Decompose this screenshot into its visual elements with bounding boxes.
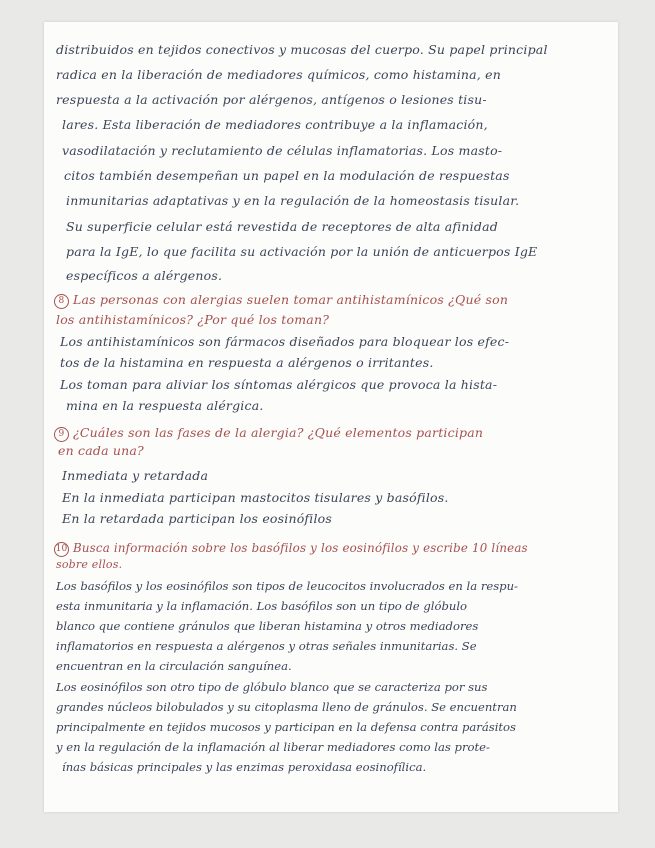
body-line: lares. Esta liberación de mediadores contribuye a la inflamación, xyxy=(62,117,488,132)
answer-line: Los basófilos y los eosinófilos son tipos de leucocitos involucrados en la respu- xyxy=(56,579,518,593)
answer-line: principalmente en tejidos mucosos y participan en la defensa contra parásitos xyxy=(56,720,516,734)
answer-line: En la retardada participan los eosinófilos xyxy=(62,511,332,526)
answer-line: encuentran en la circulación sanguínea. xyxy=(56,659,292,673)
body-line: específicos a alérgenos. xyxy=(66,268,223,283)
answer-line: mina en la respuesta alérgica. xyxy=(66,398,264,413)
question-text: sobre ellos. xyxy=(56,558,123,571)
answer-line: En la inmediata participan mastocitos tisulares y basófilos. xyxy=(62,490,449,505)
answer-line: Los eosinófilos son otro tipo de glóbulo blanco que se caracteriza por sus xyxy=(56,680,488,694)
answer-line: grandes núcleos bilobulados y su citoplasma lleno de gránulos. Se encuentran xyxy=(56,700,517,714)
answer-line: Inmediata y retardada xyxy=(62,468,209,483)
body-line: Su superficie celular está revestida de receptores de alta afinidad xyxy=(66,219,498,234)
question-number-badge: 8 xyxy=(54,294,69,309)
answer-line: Los antihistamínicos son fármacos diseñados para bloquear los efec- xyxy=(60,334,510,349)
question-9 xyxy=(54,425,483,442)
answer-line: ínas básicas principales y las enzimas peroxidasa eosinofílica. xyxy=(62,760,427,774)
answer-line: blanco que contiene gránulos que liberan histamina y otros mediadores xyxy=(56,619,479,633)
body-line: inmunitarias adaptativas y en la regulación de la homeostasis tisular. xyxy=(66,193,520,208)
answer-line: y en la regulación de la inflamación al liberar mediadores como las prote- xyxy=(56,740,490,754)
question-text: Busca información sobre los basófilos y los eosinófilos y escribe 10 líneas xyxy=(73,541,528,555)
question-text: en cada una? xyxy=(58,443,144,458)
question-text: Las personas con alergias suelen tomar antihistamínicos ¿Qué son xyxy=(73,292,509,307)
body-line: respuesta a la activación por alérgenos, antígenos o lesiones tisu- xyxy=(56,92,487,107)
body-line: radica en la liberación de mediadores químicos, como histamina, en xyxy=(56,67,501,82)
answer-line: Los toman para aliviar los síntomas alérgicos que provoca la hista- xyxy=(60,377,498,392)
answer-line: tos de la histamina en respuesta a alérgenos o irritantes. xyxy=(60,355,434,370)
body-line: vasodilatación y reclutamiento de células inflamatorias. Los masto- xyxy=(62,143,503,158)
body-line: para la IgE, lo que facilita su activación por la unión de anticuerpos IgE xyxy=(66,244,538,259)
question-8 xyxy=(54,292,508,309)
question-10 xyxy=(54,540,528,557)
body-line: citos también desempeñan un papel en la modulación de respuestas xyxy=(64,168,510,183)
question-text: los antihistamínicos? ¿Por qué los toman? xyxy=(56,312,330,327)
answer-line: inflamatorios en respuesta a alérgenos y otras señales inmunitarias. Se xyxy=(56,639,477,653)
body-line: distribuidos en tejidos conectivos y mucosas del cuerpo. Su papel principal xyxy=(56,42,548,57)
question-text: ¿Cuáles son las fases de la alergia? ¿Qué elementos participan xyxy=(73,425,484,440)
question-number-badge: 9 xyxy=(54,427,69,442)
answer-line: esta inmunitaria y la inflamación. Los basófilos son un tipo de glóbulo xyxy=(56,599,468,613)
question-number-badge: 10 xyxy=(54,542,69,557)
notebook-page xyxy=(44,22,618,812)
